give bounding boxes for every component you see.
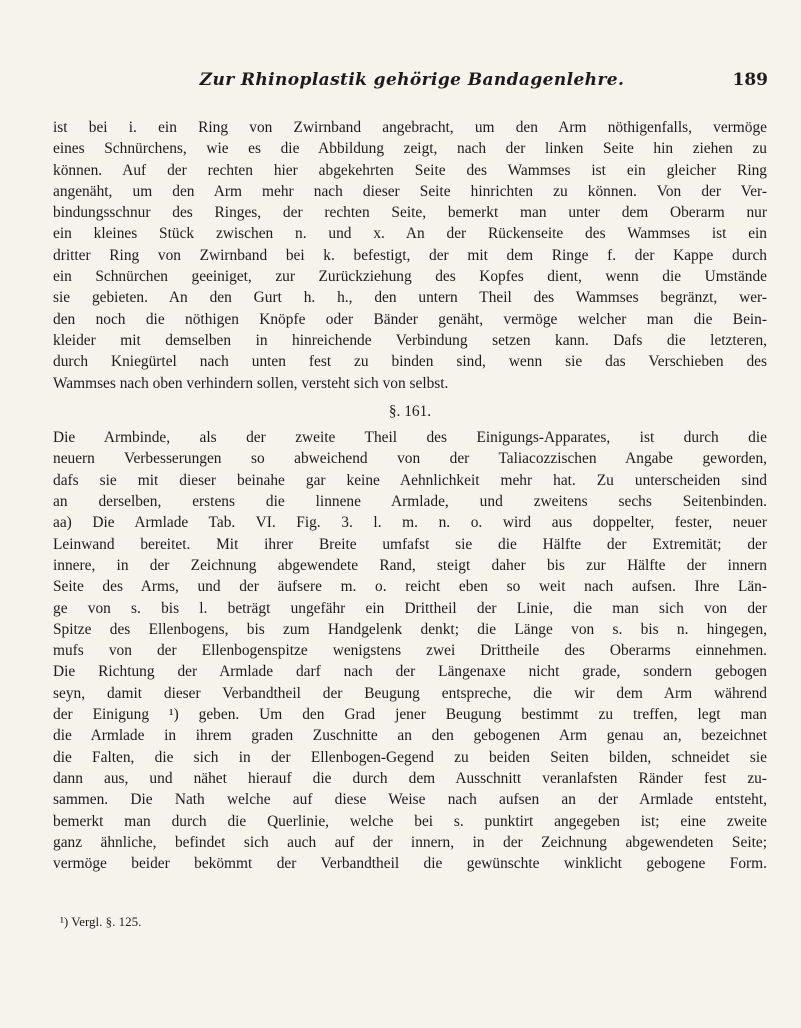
- text-line: Die Armbinde, als der zweite Theil des Einigungs-Apparates, ist durch die: [53, 429, 767, 447]
- text-line: bemerkt man durch die Querlinie, welche bei s. punktirt angegeben ist; eine zweite: [53, 812, 767, 830]
- footnote: ¹) Vergl. §. 125.: [60, 914, 142, 929]
- page-number: 189: [732, 70, 768, 90]
- text-line: der Einigung ¹) geben. Um den Grad jener Beugung bestimmt zu treffen, legt man: [53, 706, 767, 724]
- text-line: bindungsschnur des Ringes, der rechten Seite, bemerkt man unter dem Oberarm nur: [53, 204, 767, 222]
- text-line: Leinwand bereitet. Mit ihrer Breite umfafst sie die Hälfte der Extremität; der: [53, 535, 767, 553]
- text-line: vermöge beider bekömmt der Verbandtheil die gewünschte winklicht gebogene Form.: [53, 855, 767, 873]
- text-line: dann aus, und nähet hierauf die durch dem Ausschnitt veranlafsten Ränder fest zu-: [53, 769, 767, 787]
- text-line: aa) Die Armlade Tab. VI. Fig. 3. l. m. n. o. wird aus doppelter, fester, neuer: [53, 514, 767, 532]
- text-line: sammen. Die Nath welche auf diese Weise nach aufsen an der Armlade entsteht,: [53, 791, 767, 809]
- paragraph-1: [53, 117, 767, 394]
- text-line: ein kleines Stück zwischen n. und x. An der Rückenseite des Wammses ist ein: [53, 225, 767, 243]
- text-line: dafs sie mit dieser beinahe gar keine Aehnlichkeit mehr hat. Zu unterscheiden sind: [53, 471, 767, 489]
- text-line: die Falten, die sich in der Ellenbogen-Gegend zu beiden Seiten bilden, schneidet sie: [53, 748, 767, 766]
- text-line: Spitze des Ellenbogens, bis zum Handgelenk denkt; die Länge von s. bis n. hingegen,: [53, 620, 767, 638]
- text-line: Die Richtung der Armlade darf nach der Längenaxe nicht grade, sondern gebogen: [53, 663, 767, 681]
- text-line: neuern Verbesserungen so abweichend von der Taliacozzischen Angabe geworden,: [53, 450, 767, 468]
- text-line: angenäht, um den Arm mehr nach dieser Seite hinrichten zu können. Von der Ver-: [53, 182, 767, 200]
- text-line: eines Schnürchens, wie es die Abbildung zeigt, nach der linken Seite hin ziehen zu: [53, 140, 767, 158]
- text-line: innere, in der Zeichnung abgewendete Rand, steigt daher bis zur Hälfte der innern: [53, 556, 767, 574]
- text-line: ge von s. bis l. beträgt ungefähr ein Drittheil der Linie, die man sich von der: [53, 599, 767, 617]
- text-line: Seite des Arms, und der äufsere m. o. reicht eben so weit nach aufsen. Ihre Län-: [53, 578, 767, 596]
- text-line: an derselben, erstens die linnene Armlade, und zweitens sechs Seitenbinden.: [53, 493, 767, 511]
- text-line: mufs von der Ellenbogenspitze wenigstens zwei Drittheile des Oberarms einnehmen.: [53, 642, 767, 660]
- text-line: kleider mit demselben in hinreichende Verbindung setzen kann. Dafs die letzteren,: [53, 331, 767, 349]
- section-heading: §. 161.: [388, 402, 432, 420]
- text-line: ist bei i. ein Ring von Zwirnband angebracht, um den Arm nöthigenfalls, vermöge: [53, 119, 767, 136]
- text-line: ein Schnürchen geeiniget, zur Zurückziehung des Kopfes dient, wenn die Umstände: [53, 268, 767, 286]
- text-line: dritter Ring von Zwirnband bei k. befestigt, der mit dem Ringe f. der Kappe durch: [53, 246, 767, 264]
- text-line: ganz ähnliche, befindet sich auch auf der innern, in der Zeichnung abgewendeten Seite;: [53, 833, 767, 851]
- text-line: durch Kniegürtel nach unten fest zu binden sind, wenn sie das Verschieben des: [53, 353, 767, 371]
- text-line: seyn, damit dieser Verbandtheil der Beugung entspreche, die wir dem Arm während: [53, 684, 767, 702]
- running-title: Zur Rhinoplastik gehörige Bandagenlehre.: [199, 70, 625, 90]
- text-line: sie gebieten. An den Gurt h. h., den untern Theil des Wammses begränzt, wer-: [53, 289, 767, 307]
- running-head: [56, 70, 768, 94]
- text-line: Wammses nach oben verhindern sollen, versteht sich von selbst.: [53, 374, 449, 392]
- paragraph-2: [53, 427, 767, 874]
- text-line: die Armlade in ihrem graden Zuschnitte an den gebogenen Arm genau an, bezeichnet: [53, 727, 767, 745]
- text-line: können. Auf der rechten hier abgekehrten Seite des Wammses ist ein gleicher Ring: [53, 161, 767, 179]
- body-text: [53, 117, 767, 874]
- text-line: den noch die nöthigen Knöpfe oder Bänder genäht, vermöge welcher man die Bein-: [53, 310, 767, 328]
